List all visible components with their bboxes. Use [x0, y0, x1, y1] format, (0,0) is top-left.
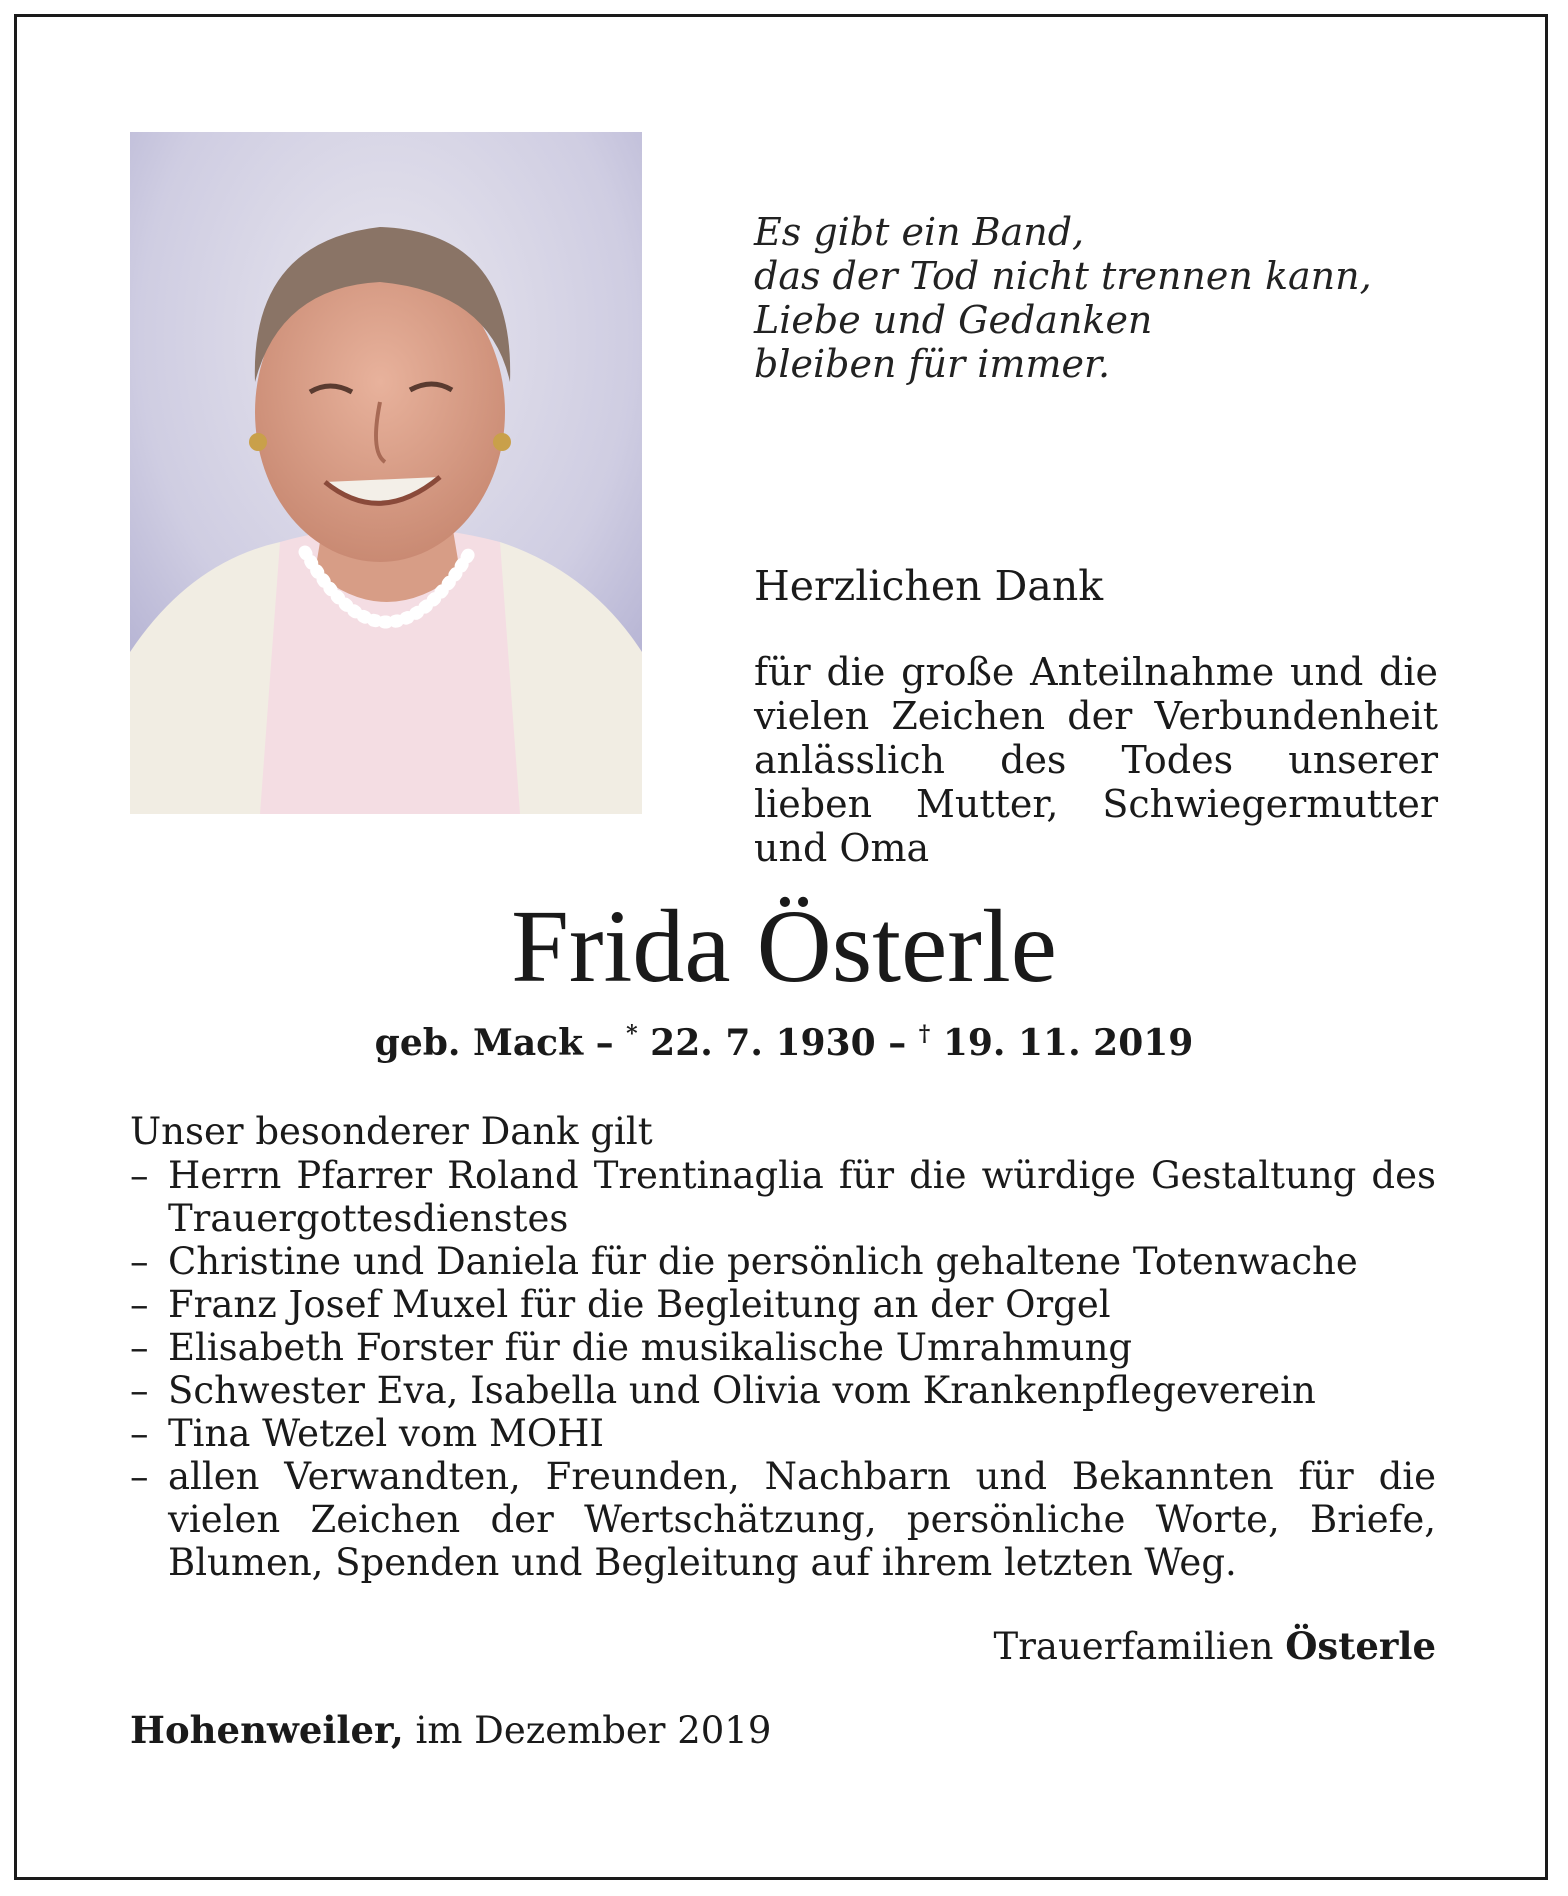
dash-icon: –	[130, 1283, 149, 1326]
poem-line: Liebe und Gedanken	[754, 298, 1153, 342]
thanks-text: für die große Anteilnahme und die vielen Zeichen der Verbundenheit anlässlich des Todes unserer lieben Mutter, Schwiegermutter und Oma	[754, 650, 1438, 870]
list-item	[130, 1369, 1436, 1412]
place-date	[130, 1708, 771, 1753]
thanks-title: Herzlichen Dank	[754, 562, 1104, 610]
list-item-text: Schwester Eva, Isabella und Olivia vom Krankenpflegeverein	[168, 1369, 1316, 1412]
list-item	[130, 1240, 1436, 1283]
dash-icon: –	[130, 1240, 149, 1283]
death-symbol: †	[918, 1021, 931, 1047]
poem	[754, 210, 1372, 386]
list-item-text: Elisabeth Forster für die musikalische Umrahmung	[168, 1326, 1133, 1369]
dash-icon: –	[130, 1326, 149, 1369]
dash-icon: –	[130, 1455, 149, 1498]
list-item	[130, 1326, 1436, 1369]
list-item-text: Franz Josef Muxel für die Begleitung an der Orgel	[168, 1283, 1111, 1326]
death-date: 19. 11. 2019	[942, 1022, 1194, 1064]
life-dates	[0, 1010, 1568, 1067]
poem-line: Es gibt ein Band,	[754, 210, 1085, 254]
portrait-photo	[130, 132, 642, 814]
birth-name: geb. Mack	[374, 1022, 584, 1064]
special-thanks-list	[130, 1154, 1436, 1584]
portrait-illustration	[130, 132, 642, 814]
signature-prefix: Trauerfamilien	[993, 1625, 1274, 1668]
deceased-name: Frida Österle	[511, 889, 1057, 1004]
date: im Dezember 2019	[415, 1709, 772, 1752]
list-item-text: Herrn Pfarrer Roland Trentinaglia für die würdige Gestaltung des Trauergottesdienstes	[168, 1154, 1436, 1240]
poem-line: bleiben für immer.	[754, 342, 1111, 386]
poem-line: das der Tod nicht trennen kann,	[754, 254, 1372, 298]
birth-date: 22. 7. 1930	[650, 1022, 876, 1064]
list-item	[130, 1154, 1436, 1240]
list-item	[130, 1412, 1436, 1455]
list-item	[130, 1455, 1436, 1584]
list-item	[130, 1283, 1436, 1326]
list-item-text: allen Verwandten, Freunden, Nachbarn und Bekannten für die vielen Zeichen der Wertschätzung, persönliche Worte, Briefe, Blumen, Spenden und Begleitung auf ihrem letzten Weg.	[168, 1455, 1436, 1584]
dash-icon: –	[130, 1412, 149, 1455]
dash-icon: –	[130, 1154, 149, 1197]
place: Hohenweiler,	[130, 1708, 404, 1752]
special-thanks-intro: Unser besonderer Dank gilt	[130, 1110, 653, 1153]
dates-separator: –	[595, 1022, 614, 1064]
list-item-text: Tina Wetzel vom MOHI	[168, 1412, 605, 1455]
list-item-text: Christine und Daniela für die persönlich gehaltene Totenwache	[168, 1240, 1358, 1283]
birth-symbol: *	[626, 1021, 638, 1047]
dash-icon: –	[130, 1369, 149, 1412]
dates-separator: –	[888, 1022, 907, 1064]
signature-family: Österle	[1285, 1624, 1436, 1668]
signature	[994, 1624, 1436, 1669]
